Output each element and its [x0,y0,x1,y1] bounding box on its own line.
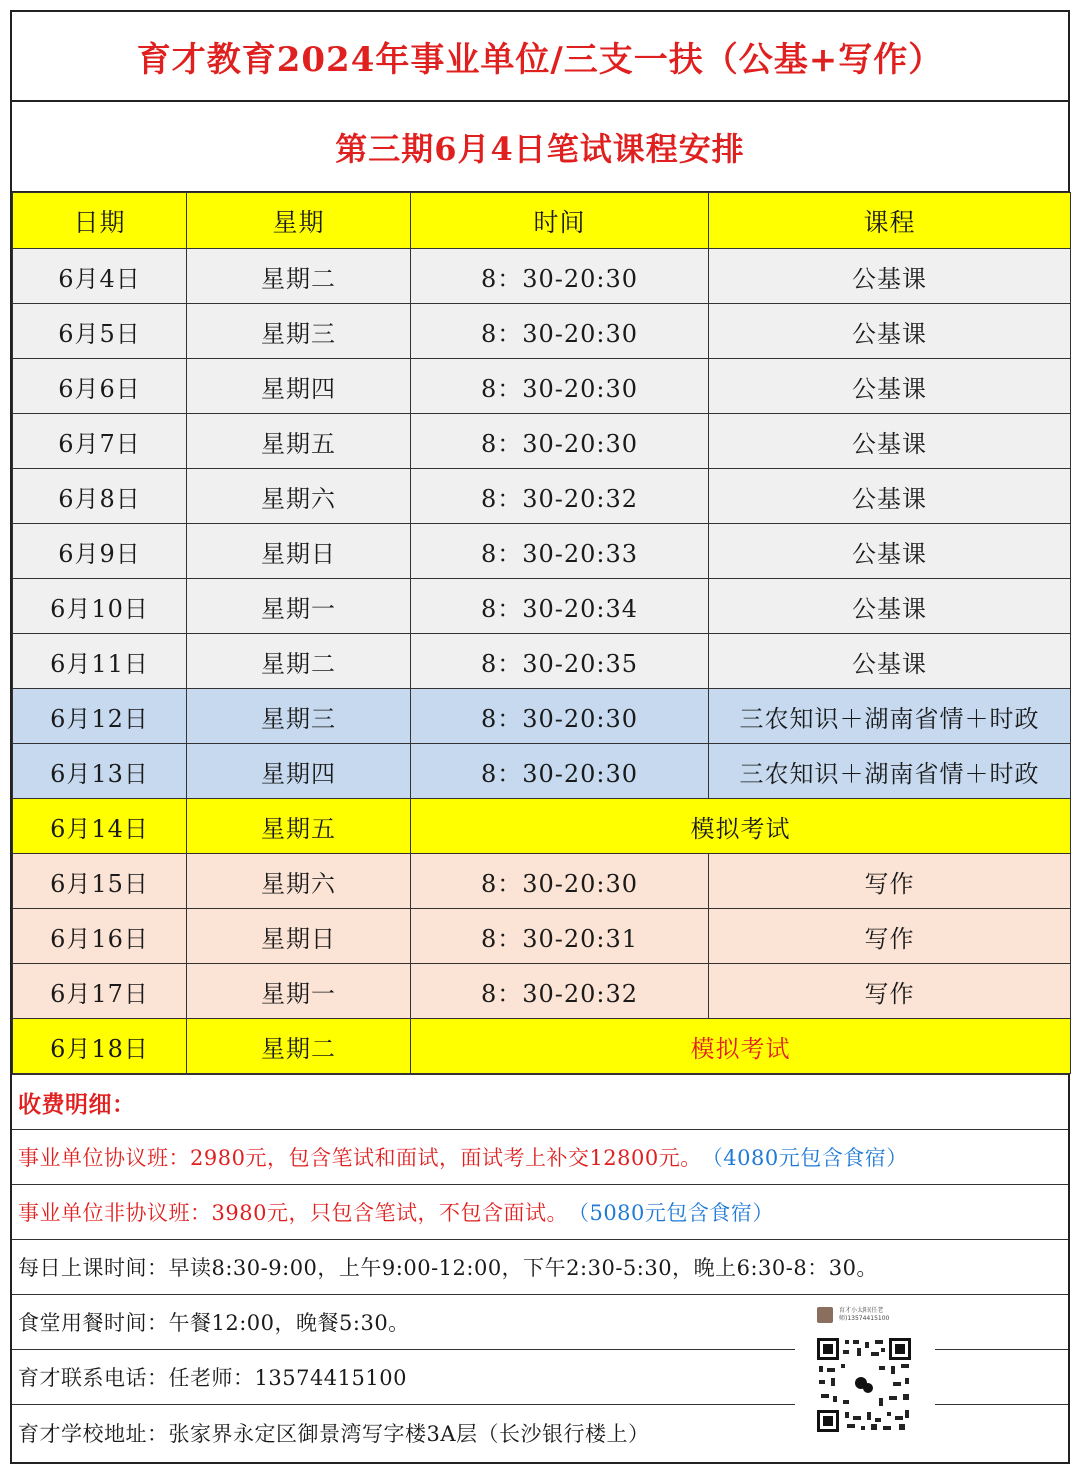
cell-time: 8：30-20:34 [411,579,709,634]
class-hours: 每日上课时间：早读8:30-9:00，上午9:00-12:00，下午2:30-5:30，晚上6:30-8：30。 [12,1239,1068,1294]
table-row [13,964,1071,1019]
cell-date: 6月8日 [13,469,187,524]
cell-date: 6月6日 [13,359,187,414]
cell-mock-exam: 模拟考试 [411,799,1071,854]
header-date: 日期 [13,193,187,249]
cell-time: 8：30-20:30 [411,249,709,304]
cell-date: 6月18日 [13,1019,187,1074]
cell-date: 6月7日 [13,414,187,469]
table-row [13,524,1071,579]
cell-weekday: 星期一 [187,579,411,634]
school-address: 育才学校地址：张家界永定区御景湾写字楼3A层（长沙银行楼上） [12,1404,1068,1460]
fee-non-agreement-class [12,1184,1068,1239]
contact-phone: 育才联系电话：任老师：13574415100 [12,1349,1068,1404]
cell-weekday: 星期四 [187,359,411,414]
schedule-sheet [10,10,1070,1464]
qr-code-icon [795,1330,935,1442]
cell-weekday: 星期二 [187,634,411,689]
cell-course: 公基课 [709,579,1071,634]
cell-time: 8：30-20:35 [411,634,709,689]
fee-agreement-extra: （4080元包含食宿） [701,1146,908,1170]
cell-course: 公基课 [709,249,1071,304]
cell-weekday: 星期二 [187,249,411,304]
avatar [817,1307,833,1323]
header-weekday: 星期 [187,193,411,249]
page-subtitle: 第三期6月4日笔试课程安排 [12,102,1068,192]
cell-course: 公基课 [709,469,1071,524]
fee-non-agreement-text: 事业单位非协议班：3980元，只包含笔试，不包含面试。 [18,1201,568,1225]
cell-weekday: 星期六 [187,854,411,909]
schedule-table [12,192,1071,1074]
cell-time: 8：30-20:30 [411,689,709,744]
cell-course: 公基课 [709,414,1071,469]
cell-date: 6月10日 [13,579,187,634]
qr-contact-phone: 师)13574415100 [839,1315,890,1322]
cell-time: 8：30-20:32 [411,469,709,524]
cell-course: 公基课 [709,524,1071,579]
cell-weekday: 星期日 [187,909,411,964]
cell-date: 6月15日 [13,854,187,909]
cell-date: 6月14日 [13,799,187,854]
cell-time: 8：30-20:31 [411,909,709,964]
cell-course: 公基课 [709,634,1071,689]
cell-date: 6月17日 [13,964,187,1019]
table-row [13,689,1071,744]
table-row [13,249,1071,304]
fee-agreement-class [12,1129,1068,1184]
cell-time: 8：30-20:30 [411,414,709,469]
cell-weekday: 星期二 [187,1019,411,1074]
cell-weekday: 星期日 [187,524,411,579]
table-header-row [13,193,1071,249]
cell-time: 8：30-20:30 [411,304,709,359]
cell-course: 写作 [709,854,1071,909]
page-title: 育才教育2024年事业单位/三支一扶（公基+写作） [12,12,1068,102]
qr-contact-name: 育才小太阳(任老 [839,1307,884,1314]
table-row [13,854,1071,909]
cell-date: 6月9日 [13,524,187,579]
cell-course: 公基课 [709,304,1071,359]
cell-date: 6月4日 [13,249,187,304]
table-row [13,634,1071,689]
cell-course: 三农知识＋湖南省情＋时政 [709,689,1071,744]
cell-date: 6月16日 [13,909,187,964]
cell-course: 三农知识＋湖南省情＋时政 [709,744,1071,799]
fee-non-agreement-extra: （5080元包含食宿） [567,1201,774,1225]
table-row [13,304,1071,359]
cell-weekday: 星期四 [187,744,411,799]
cell-weekday: 星期三 [187,689,411,744]
table-row [13,359,1071,414]
cell-time: 8：30-20:30 [411,854,709,909]
fee-agreement-text: 事业单位协议班：2980元，包含笔试和面试，面试考上补交12800元。 [18,1146,702,1170]
table-row [13,909,1071,964]
header-course: 课程 [709,193,1071,249]
table-row [13,744,1071,799]
cell-weekday: 星期三 [187,304,411,359]
cell-time: 8：30-20:33 [411,524,709,579]
cell-course: 公基课 [709,359,1071,414]
cell-weekday: 星期六 [187,469,411,524]
meal-hours: 食堂用餐时间：午餐12:00，晚餐5:30。 [12,1294,1068,1349]
cell-time: 8：30-20:30 [411,359,709,414]
table-row [13,1019,1071,1074]
cell-date: 6月12日 [13,689,187,744]
table-row [13,579,1071,634]
cell-weekday: 星期一 [187,964,411,1019]
table-row [13,469,1071,524]
table-row [13,414,1071,469]
cell-course: 写作 [709,909,1071,964]
cell-course: 写作 [709,964,1071,1019]
cell-time: 8：30-20:30 [411,744,709,799]
header-time: 时间 [411,193,709,249]
table-row [13,799,1071,854]
cell-date: 6月13日 [13,744,187,799]
cell-time: 8：30-20:32 [411,964,709,1019]
cell-weekday: 星期五 [187,799,411,854]
wechat-qr-card [795,1298,935,1448]
fees-heading: 收费明细： [12,1074,1068,1129]
cell-weekday: 星期五 [187,414,411,469]
cell-date: 6月5日 [13,304,187,359]
cell-date: 6月11日 [13,634,187,689]
cell-mock-exam: 模拟考试 [411,1019,1071,1074]
